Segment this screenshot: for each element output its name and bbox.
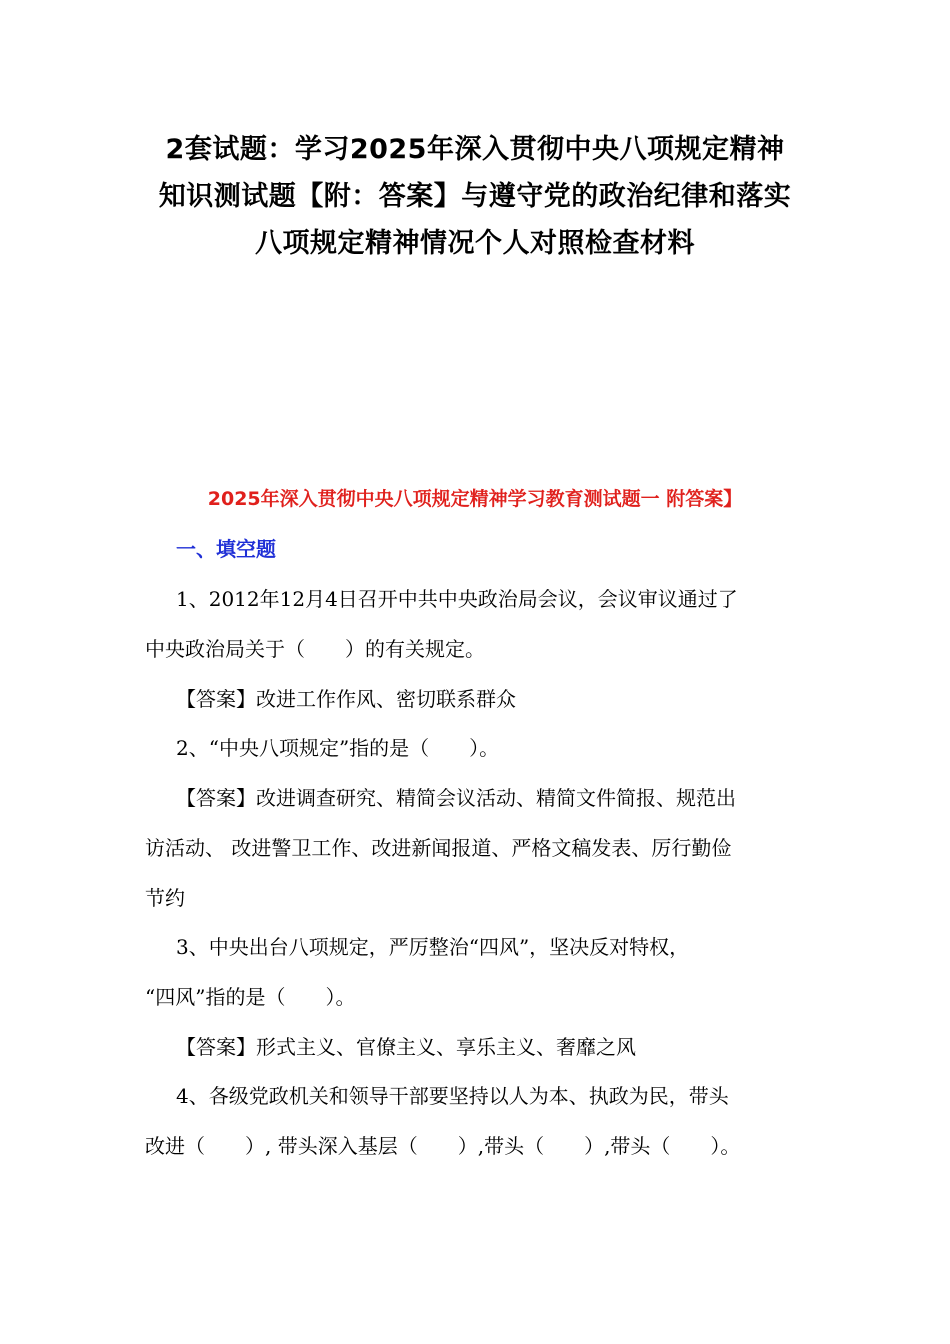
fill-in-blank-heading: 一、填空题	[176, 537, 276, 561]
answer-1: 【答案】改进工作作风、密切联系群众	[176, 687, 516, 711]
answer-2-line-1: 【答案】改进调查研究、精简会议活动、精简文件简报、规范出	[176, 786, 736, 810]
question-4-line-2: 改进（ ）, 带头深入基层（ ）,带头（ ）,带头（ ）。	[145, 1134, 741, 1158]
title-line-2: 知识测试题【附：答案】与遵守党的政治纪律和落实	[158, 181, 792, 212]
question-1-line-1: 1、2012年12月4日召开中共中央政治局会议，会议审议通过了	[176, 587, 738, 611]
document-title	[120, 126, 830, 267]
quiz-section-title: 2025年深入贯彻中央八项规定精神学习教育测试题一 附答案】	[207, 488, 743, 510]
question-3-line-1: 3、中央出台八项规定，严厉整治“四风”，坚决反对特权，	[176, 935, 690, 959]
answer-3: 【答案】形式主义、官僚主义、享乐主义、奢靡之风	[176, 1035, 636, 1059]
title-line-3: 八项规定精神情况个人对照检查材料	[255, 228, 695, 259]
question-1-line-2: 中央政治局关于（ ）的有关规定。	[145, 637, 485, 661]
answer-2-line-3: 节约	[145, 886, 185, 910]
question-4-line-1: 4、各级党政机关和领导干部要坚持以人为本、执政为民，带头	[176, 1084, 729, 1108]
question-2: 2、“中央八项规定”指的是（ ）。	[176, 736, 500, 760]
title-line-1: 2套试题：学习2025年深入贯彻中央八项规定精神	[165, 134, 785, 165]
answer-2-line-2: 访活动、 改进警卫工作、改进新闻报道、严格文稿发表、厉行勤俭	[145, 836, 732, 860]
question-3-line-2: “四风”指的是（ ）。	[145, 985, 356, 1009]
